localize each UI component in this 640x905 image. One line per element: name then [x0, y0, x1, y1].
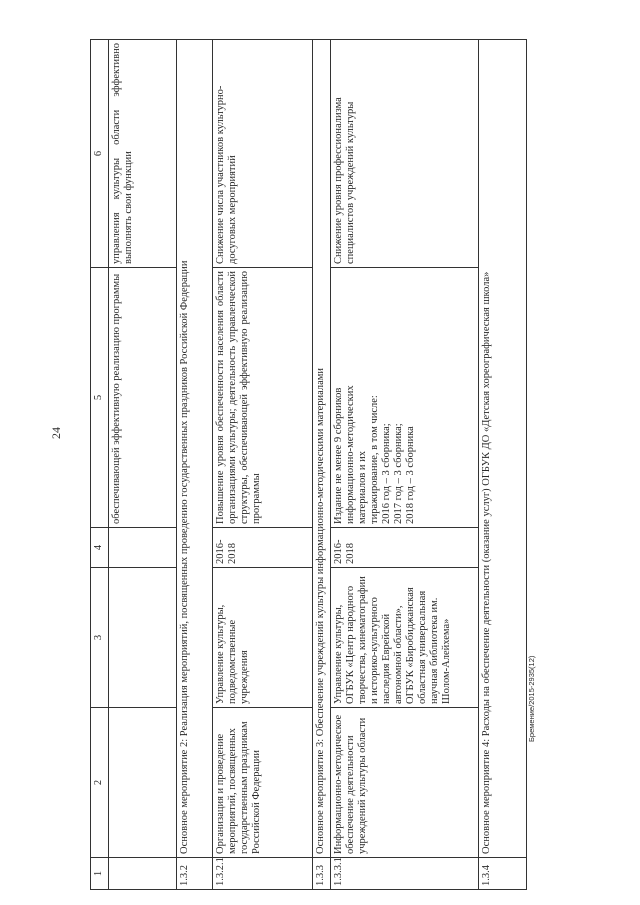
- result-line: тиражирование, в том числе:: [369, 395, 381, 524]
- cell-period: 2016-2018: [212, 528, 312, 568]
- section-title: Основное мероприятие 2: Реализация мероприятий, посвященных проведению государственных праздников Российской Федерации: [177, 40, 212, 858]
- cell-expected-result: [331, 268, 479, 528]
- result-line: 2018 год – 3 сборника: [405, 426, 417, 524]
- section-row-1-3-3: [312, 40, 331, 890]
- header-col-2: 2: [91, 708, 109, 858]
- cell-activity-name: Организация и проведение мероприятий, посвященных государственным праздникам Российской Федерации: [212, 708, 312, 858]
- section-row-1-3-4: [479, 40, 527, 890]
- section-title: Основное мероприятие 3: Обеспечение учреждений культуры информационно-методическими материалами: [312, 40, 331, 858]
- responsible-line: автономной области»,: [393, 605, 405, 704]
- table-row-1-3-2-1: [212, 40, 312, 890]
- row-number: 1.3.4: [479, 858, 527, 890]
- cell-consequence: Снижение уровня профессионализма специалистов учреждений культуры: [331, 40, 479, 268]
- document-footer-code: Бремение/2015-2935(12): [527, 655, 536, 742]
- cell-responsible: [331, 568, 479, 708]
- responsible-line: наследия Еврейской: [381, 613, 393, 704]
- cell-period: 2016-2018: [331, 528, 479, 568]
- responsible-line: ОГБУК «Центр народного: [345, 585, 357, 704]
- responsible-line: и историко-культурного: [369, 597, 381, 704]
- cell-empty: [108, 858, 177, 890]
- cell-risk-continued: управления культуры области эффективно выполнять свои функции: [108, 40, 177, 268]
- responsible-line: научная библиотека им.: [429, 597, 441, 704]
- cell-responsible: Управление культуры, подведомственные учреждения: [212, 568, 312, 708]
- continued-row: [108, 40, 177, 890]
- result-line: Издание не менее 9 сборников: [333, 387, 345, 524]
- cell-result-continued: обеспечивающей эффективную реализацию программы: [108, 268, 177, 528]
- row-number: 1.3.2: [177, 858, 212, 890]
- row-number: 1.3.3.1: [331, 858, 479, 890]
- responsible-line: ОГБУК «Биробиджанская: [405, 587, 417, 704]
- responsible-line: областная универсальная: [417, 590, 429, 704]
- header-col-6: 6: [91, 40, 109, 268]
- section-title: Основное мероприятие 4: Расходы на обеспечение деятельности (оказание услуг) ОГБУК ДО «Детская хореографическая школа»: [479, 40, 527, 858]
- cell-empty: [108, 568, 177, 708]
- cell-consequence: Снижение числа участников культурно-досуговых мероприятий: [212, 40, 312, 268]
- page-number: 24: [49, 427, 63, 439]
- result-line: материалов и их: [357, 450, 369, 524]
- header-col-3: 3: [91, 568, 109, 708]
- responsible-line: Шолом-Алейхема»: [441, 618, 453, 704]
- rotated-table-sheet: [90, 40, 527, 890]
- row-number: 1.3.2.1: [212, 858, 312, 890]
- result-line: 2017 год – 3 сборника;: [393, 423, 405, 524]
- row-number: 1.3.3: [312, 858, 331, 890]
- cell-activity-name: Информационно-методическое обеспечение деятельности учреждений культуры области: [331, 708, 479, 858]
- header-col-1: 1: [91, 858, 109, 890]
- result-line: 2016 год – 3 сборника;: [381, 423, 393, 524]
- header-row: [91, 40, 109, 890]
- table-row-1-3-3-1: [331, 40, 479, 890]
- header-col-5: 5: [91, 268, 109, 528]
- responsible-line: Управление культуры,: [333, 604, 345, 704]
- header-col-4: 4: [91, 528, 109, 568]
- cell-empty: [108, 708, 177, 858]
- program-activities-table: [90, 39, 527, 890]
- section-row-1-3-2: [177, 40, 212, 890]
- cell-expected-result: Повышение уровня обеспеченности населения области организациями культуры; деятельность управленческой структуры, обеспечивающей эффективную реализацию программы: [212, 268, 312, 528]
- result-line: информационно-методических: [345, 385, 357, 524]
- responsible-line: творчества, кинематографии: [357, 576, 369, 704]
- cell-empty: [108, 528, 177, 568]
